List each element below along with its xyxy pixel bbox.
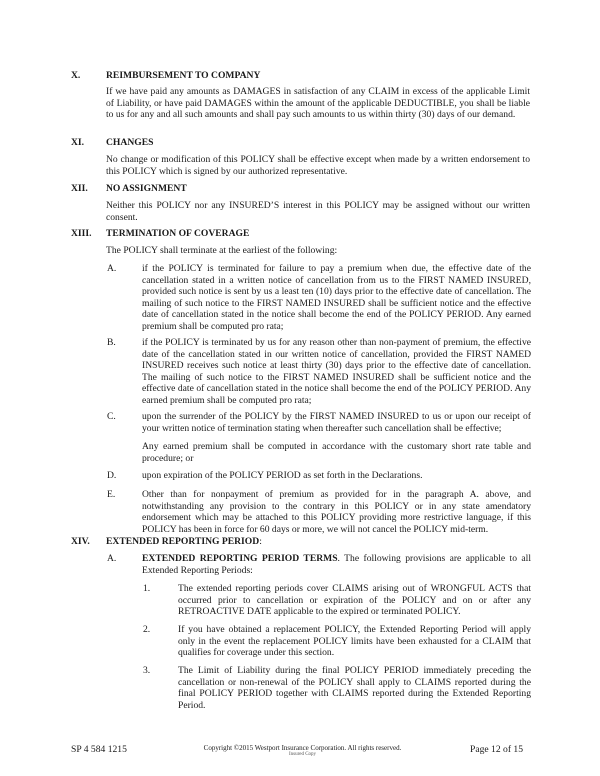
- section-heading: CHANGES: [106, 137, 154, 148]
- section-number: XIII.: [71, 228, 92, 239]
- item-text: upon the surrender of the POLICY by the FIRST NAMED INSURED to us or upon our receipt of your written notice of termination stating when thereafter such cancellation shall be effective;: [142, 411, 531, 434]
- item-text-rest: . The following provisions are applicable to all Extended Reporting Periods:: [142, 553, 531, 576]
- item-text: Other than for nonpayment of premium as provided for in the paragraph A. above, and notwithstanding any provision to the contrary in this POLICY or in any state amendatory endorsement which may be attached to this POLICY providing more restrictive language, if this POLICY has been in force for 60 days or more, we will not cancel the POLICY mid-term.: [142, 489, 531, 535]
- section-body: No change or modification of this POLICY shall be effective except when made by a written endorsement to this POLICY which is signed by our authorized representative.: [106, 154, 530, 177]
- section-body: Neither this POLICY nor any INSURED’S interest in this POLICY may be assigned without our written consent.: [106, 200, 530, 223]
- item-label: A.: [107, 553, 117, 564]
- item-label: C.: [107, 411, 116, 422]
- insured-copy-watermark: Insured Copy: [288, 752, 317, 757]
- form-number: SP 4 584 1215: [71, 744, 127, 755]
- item-text: if the POLICY is terminated by us for any reason other than non-payment of premium, the effective date of the cancellation stated in our written notice of cancellation, provided the FIRST NAMED INSURED receives such notice at least thirty (30) days prior to the effective date of cancellation. The mailing of such notice to the FIRST NAMED INSURED shall be sufficient notice and the effective date of cancellation stated in the notice shall become the end of the POLICY PERIOD. Any earned premium shall be computed pro rata;: [142, 337, 531, 406]
- page-number: Page 12 of 15: [470, 744, 524, 755]
- copyright-text: Copyright ©2015 Westport Insurance Corporation. All rights reserved.: [203, 744, 402, 752]
- item-text: upon expiration of the POLICY PERIOD as set forth in the Declarations.: [142, 470, 423, 481]
- item-label: B.: [107, 337, 116, 348]
- item-bold-lead: EXTENDED REPORTING PERIOD TERMS: [142, 553, 338, 564]
- section-heading: NO ASSIGNMENT: [106, 183, 187, 194]
- section-intro: The POLICY shall terminate at the earliest of the following:: [106, 245, 338, 256]
- subitem-text: If you have obtained a replacement POLICY, the Extended Reporting Period will apply only in the event the replacement POLICY limits have been exhausted for a CLAIM that qualifies for coverage under this section.: [178, 624, 531, 659]
- item-label: A.: [107, 263, 117, 274]
- section-number: X.: [71, 70, 81, 81]
- section-heading: REIMBURSEMENT TO COMPANY: [106, 70, 261, 81]
- section-heading: [106, 536, 262, 547]
- section-number: XIV.: [71, 536, 90, 547]
- item-text: [142, 553, 531, 576]
- section-heading: TERMINATION OF COVERAGE: [106, 228, 250, 239]
- footer-copyright-block: [190, 745, 415, 757]
- subitem-text: The Limit of Liability during the final POLICY PERIOD immediately preceding the cancellation or non-renewal of the POLICY shall apply to CLAIMS reported during the final POLICY PERIOD together with CLAIMS reported during the Extended Reporting Period.: [178, 665, 531, 711]
- subitem-label: 3.: [143, 665, 151, 676]
- section-number: XI.: [71, 137, 85, 148]
- item-label: D.: [107, 470, 117, 481]
- section-number: XII.: [71, 183, 88, 194]
- item-text: if the POLICY is terminated for failure to pay a premium when due, the effective date of the cancellation stated in a written notice of cancellation from us to the FIRST NAMED INSURED, provided such notice is sent by us a least ten (10) days prior to the effective date of cancellation. The mailing of such notice to the FIRST NAMED INSURED shall be sufficient notice and the effective date of cancellation stated in the notice shall become the end of the POLICY PERIOD. Any earned premium shall be computed pro rata;: [142, 263, 531, 332]
- subitem-text: The extended reporting periods cover CLAIMS arising out of WRONGFUL ACTS that occurred prior to cancellation or expiration of the POLICY and on or after any RETROACTIVE DATE applicable to the expired or terminated POLICY.: [178, 583, 531, 618]
- section-heading-text: EXTENDED REPORTING PERIOD: [106, 536, 260, 547]
- section-body: If we have paid any amounts as DAMAGES in satisfaction of any CLAIM in excess of the applicable Limit of Liability, or have paid DAMAGES within the amount of the applicable DEDUCTIBLE, you shall be liable to us for any and all such amounts and shall pay such amounts to us within thirty (30) days of our demand.: [106, 86, 530, 121]
- section-heading-suffix: :: [259, 536, 262, 547]
- subitem-label: 1.: [143, 583, 151, 594]
- item-text-continued: Any earned premium shall be computed in accordance with the customary short rate table and procedure; or: [142, 441, 531, 464]
- item-label: E.: [107, 489, 116, 500]
- subitem-label: 2.: [143, 624, 151, 635]
